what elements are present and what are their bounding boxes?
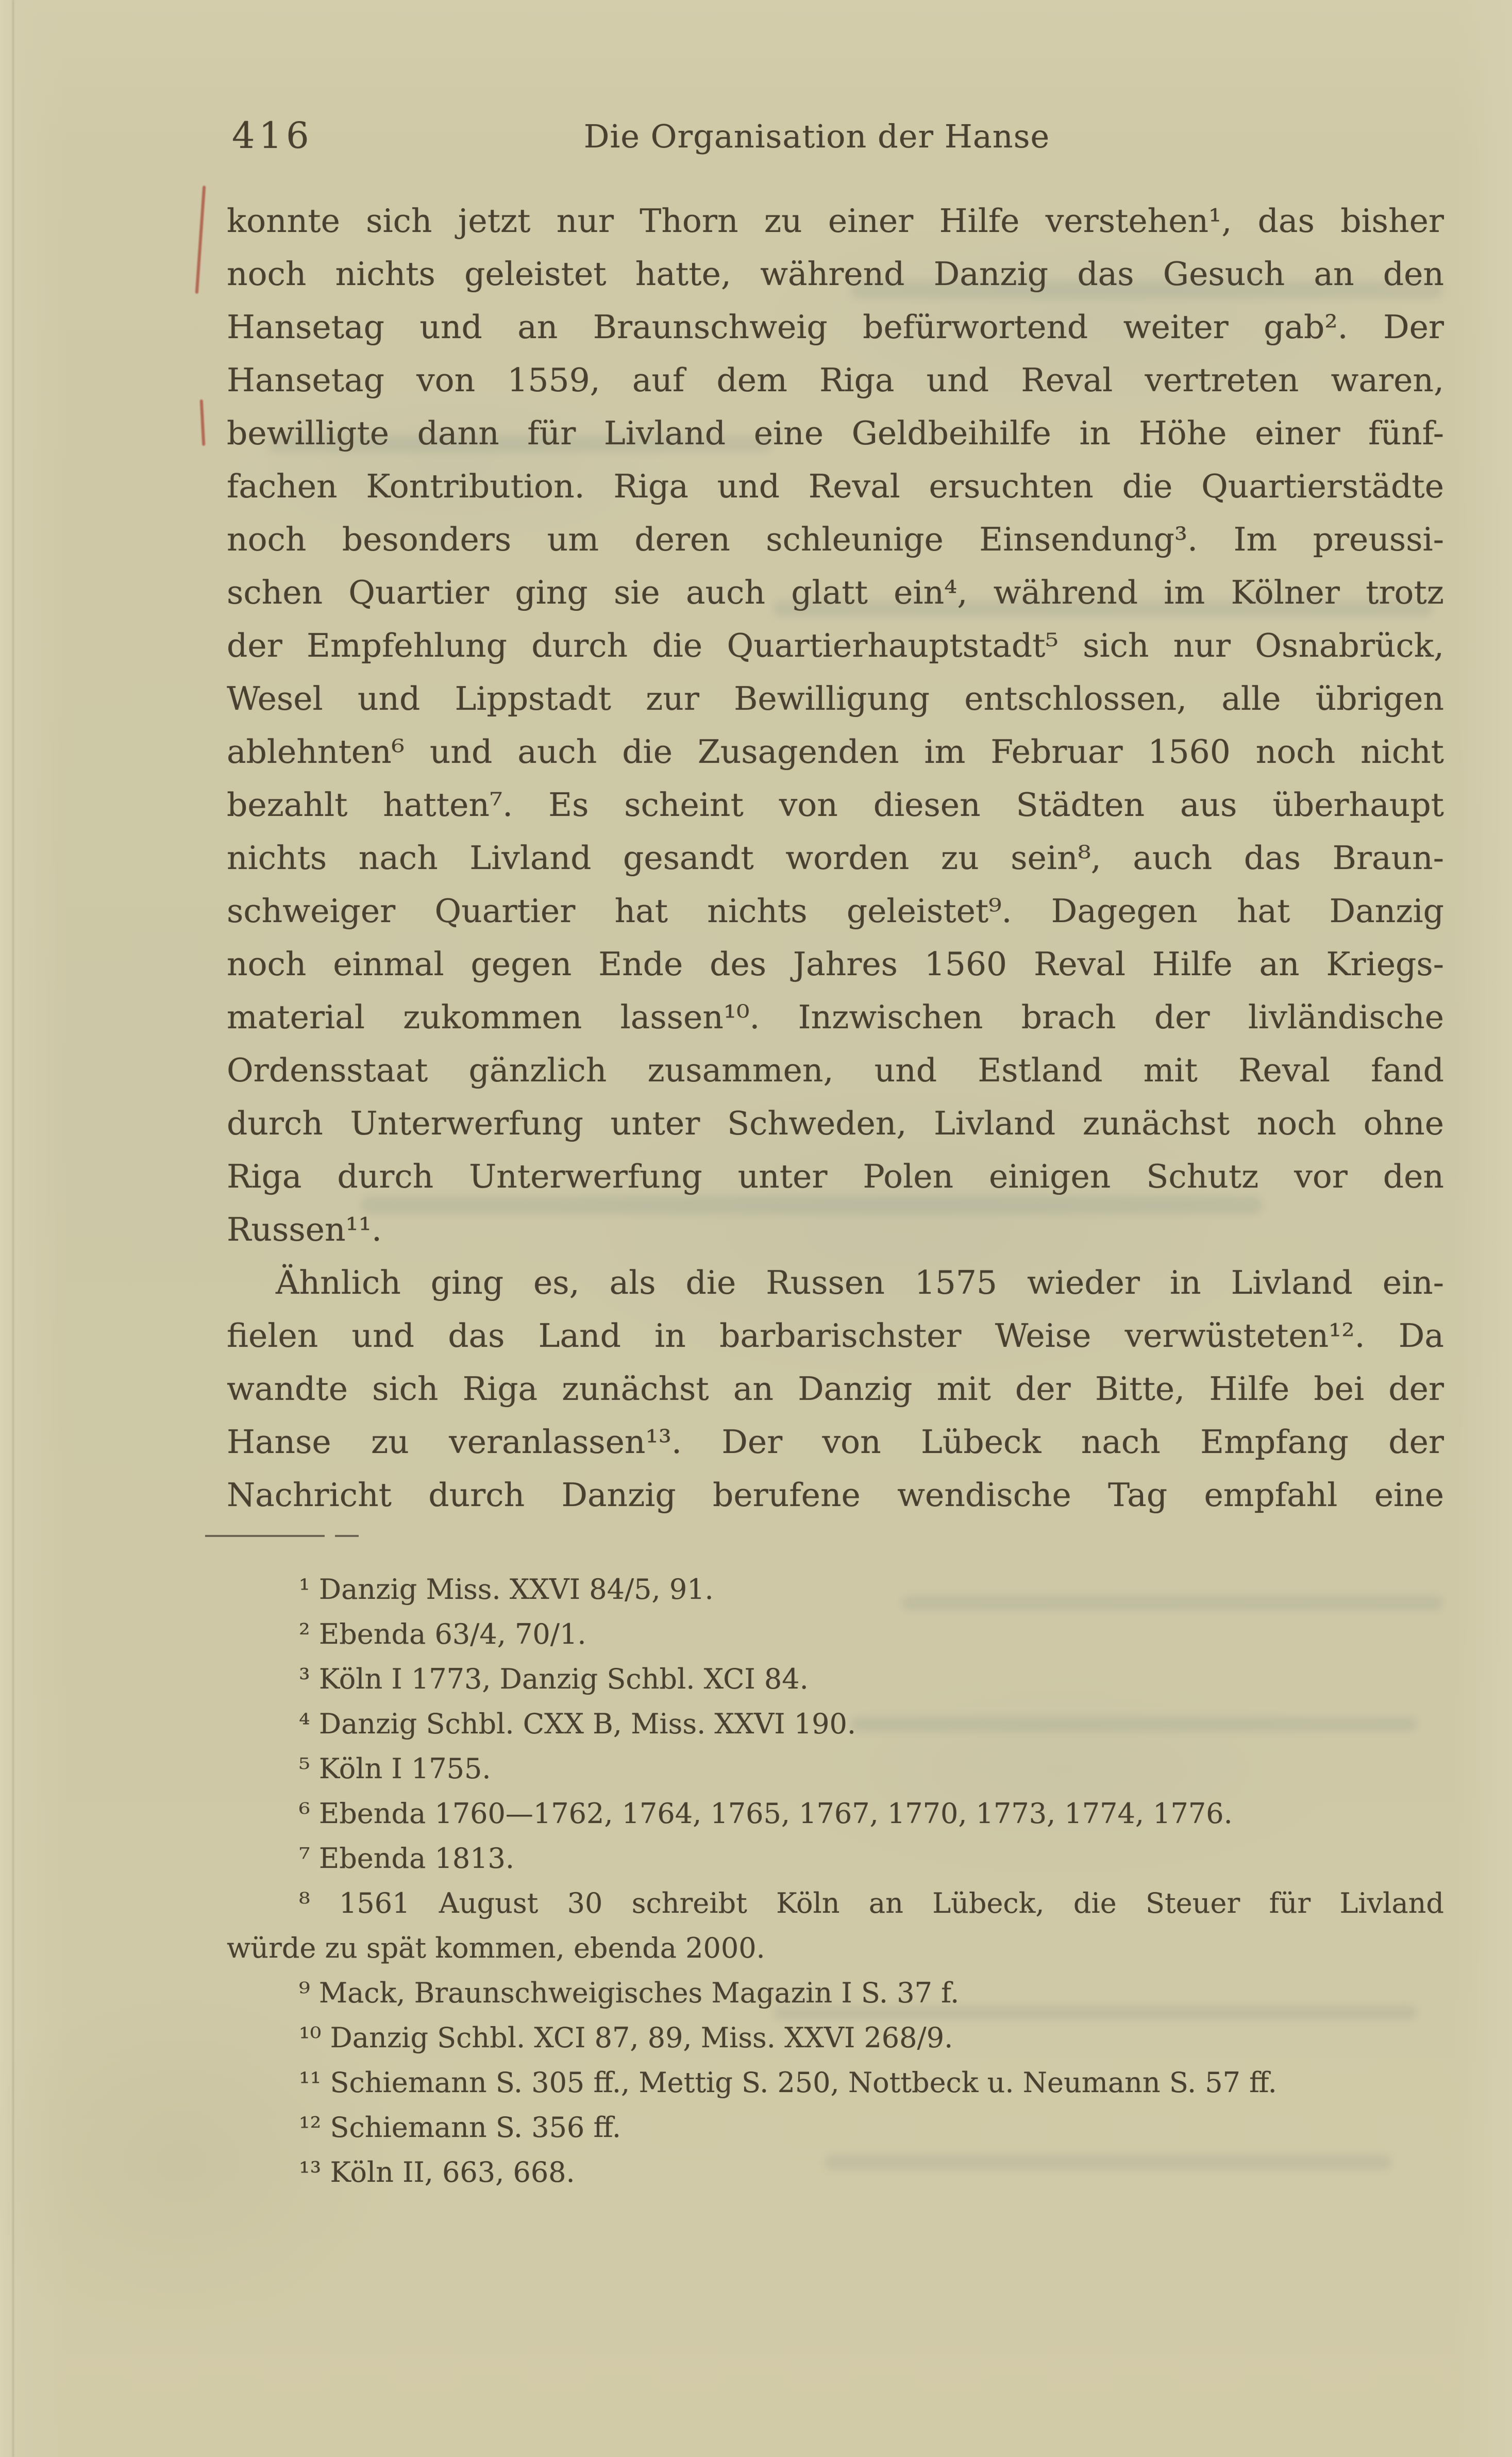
footnote-line: würde zu spät kommen, ebenda 2000. xyxy=(227,1932,765,1964)
body-text-line: bezahlt hatten⁷. Es scheint von diesen Städten aus überhaupt xyxy=(227,786,1444,824)
footnote-line: ¹² Schiemann S. 356 ff. xyxy=(299,2111,621,2144)
body-text-line: Riga durch Unterwerfung unter Polen einigen Schutz vor den xyxy=(227,1158,1444,1195)
footnote-line: ⁵ Köln I 1755. xyxy=(299,1752,491,1785)
red-ink-mark xyxy=(195,186,206,294)
footnotes-block xyxy=(227,1567,1444,2195)
body-text-line: schweiger Quartier hat nichts geleistet⁹. Dagegen hat Danzig xyxy=(227,892,1444,930)
body-text-line: fielen und das Land in barbarischster Weise verwüsteten¹². Da xyxy=(227,1317,1444,1355)
footnote-line: ³ Köln I 1773, Danzig Schbl. XCI 84. xyxy=(299,1663,809,1695)
body-text-line: durch Unterwerfung unter Schweden, Livland zunächst noch ohne xyxy=(227,1105,1444,1142)
body-text-line: schen Quartier ging sie auch glatt ein⁴, während im Kölner trotz xyxy=(227,574,1444,611)
page-number: 416 xyxy=(232,114,313,157)
footnote-line: ¹⁰ Danzig Schbl. XCI 87, 89, Miss. XXVI 268/9. xyxy=(299,2021,953,2054)
footnote-line: ⁸ 1561 August 30 schreibt Köln an Lübeck, die Steuer für Livland xyxy=(299,1887,1444,1919)
body-text-line: noch besonders um deren schleunige Einsendung³. Im preussi- xyxy=(227,521,1444,558)
body-text-line: konnte sich jetzt nur Thorn zu einer Hilfe verstehen¹, das bisher xyxy=(227,202,1444,240)
footnote-line: ¹³ Köln II, 663, 668. xyxy=(299,2156,575,2188)
footnote-line: ⁶ Ebenda 1760—1762, 1764, 1765, 1767, 1770, 1773, 1774, 1776. xyxy=(299,1797,1233,1830)
body-text-line: Hansetag und an Braunschweig befürwortend weiter gab². Der xyxy=(227,308,1444,346)
body-text-line: bewilligte dann für Livland eine Geldbeihilfe in Höhe einer fünf- xyxy=(227,414,1444,452)
footnote-line: ⁹ Mack, Braunschweigisches Magazin I S. 37 f. xyxy=(299,1977,960,2009)
body-text-line: fachen Kontribution. Riga und Reval ersuchten die Quartierstädte xyxy=(227,467,1444,505)
body-text-line: Ähnlich ging es, als die Russen 1575 wieder in Livland ein- xyxy=(276,1264,1444,1301)
body-text-line: nichts nach Livland gesandt worden zu sein⁸, auch das Braun- xyxy=(227,839,1444,877)
body-text-line: Wesel und Lippstadt zur Bewilligung entschlossen, alle übrigen xyxy=(227,680,1444,717)
body-text-line: der Empfehlung durch die Quartierhauptstadt⁵ sich nur Osnabrück, xyxy=(227,627,1444,664)
body-text-line: ablehnten⁶ und auch die Zusagenden im Februar 1560 noch nicht xyxy=(227,733,1444,771)
body-text-line: Nachricht durch Danzig berufene wendische Tag empfahl eine xyxy=(227,1476,1444,1514)
footnote-line: ⁷ Ebenda 1813. xyxy=(299,1842,515,1875)
body-text-line: Hanse zu veranlassen¹³. Der von Lübeck nach Empfang der xyxy=(227,1423,1444,1461)
body-text-line: Russen¹¹. xyxy=(227,1211,382,1248)
footnote-line: ¹ Danzig Miss. XXVI 84/5, 91. xyxy=(299,1573,714,1606)
red-ink-mark xyxy=(200,399,206,446)
body-text-line: noch nichts geleistet hatte, während Danzig das Gesuch an den xyxy=(227,255,1444,293)
body-text-line: material zukommen lassen¹⁰. Inzwischen brach der livländische xyxy=(227,998,1444,1036)
footnote-line: ² Ebenda 63/4, 70/1. xyxy=(299,1618,586,1650)
page-edge-crease xyxy=(12,0,14,2457)
body-text-line: Hansetag von 1559, auf dem Riga und Reval vertreten waren, xyxy=(227,361,1444,399)
footnote-separator xyxy=(205,1535,325,1537)
body-text-block xyxy=(227,194,1444,1522)
body-text-line: wandte sich Riga zunächst an Danzig mit der Bitte, Hilfe bei der xyxy=(227,1370,1444,1408)
footnote-line: ¹¹ Schiemann S. 305 ff., Mettig S. 250, Nottbeck u. Neumann S. 57 ff. xyxy=(299,2066,1277,2099)
footnote-line: ⁴ Danzig Schbl. CXX B, Miss. XXVI 190. xyxy=(299,1708,856,1740)
footnote-separator-dash xyxy=(335,1535,359,1537)
body-text-line: Ordensstaat gänzlich zusammen, und Estland mit Reval fand xyxy=(227,1051,1444,1089)
running-title: Die Organisation der Hanse xyxy=(583,118,1050,155)
body-text-line: noch einmal gegen Ende des Jahres 1560 Reval Hilfe an Kriegs- xyxy=(227,945,1444,983)
